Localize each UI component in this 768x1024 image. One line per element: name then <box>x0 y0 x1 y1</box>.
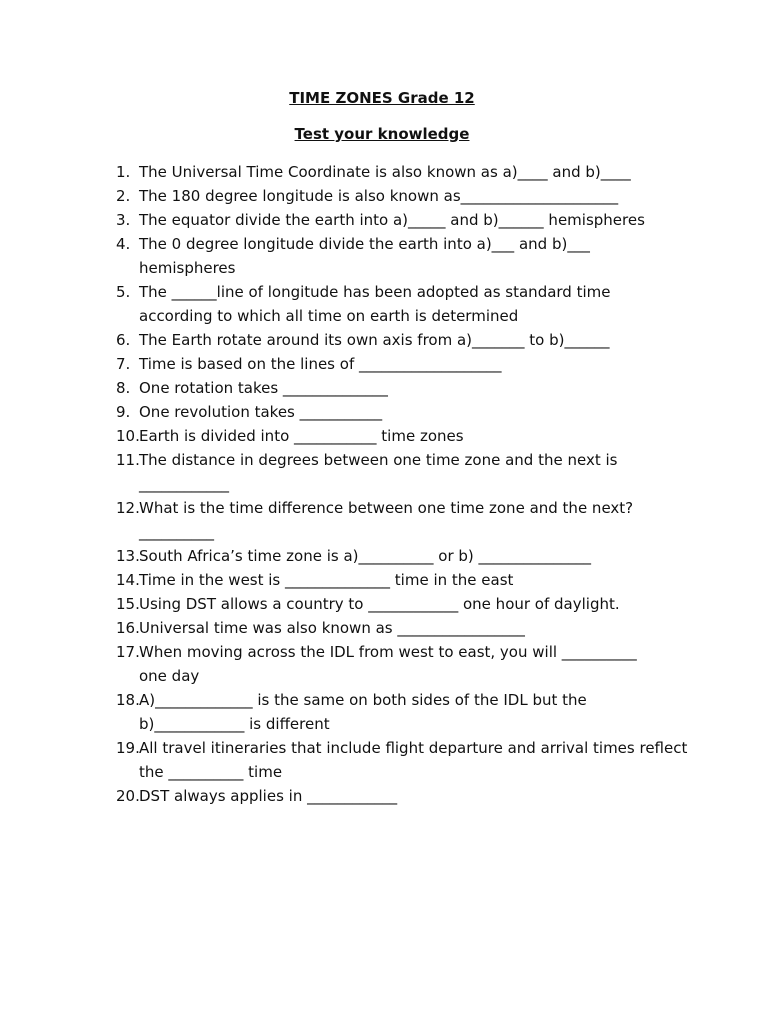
question-number: 20. <box>116 787 140 805</box>
question-text-line: The distance in degrees between one time zone and the next is <box>139 451 618 469</box>
question-number: 2. <box>116 187 131 205</box>
question-text-line: One rotation takes ______________ <box>139 379 388 397</box>
question-text-line: according to which all time on earth is determined <box>139 307 519 325</box>
question-number: 7. <box>116 355 131 373</box>
question-item <box>116 640 716 688</box>
question-number: 15. <box>116 595 140 613</box>
question-text-line: The equator divide the earth into a)_____ and b)______ hemispheres <box>139 211 645 229</box>
question-number: 10. <box>116 427 140 445</box>
question-text-line: Time is based on the lines of ___________________ <box>139 355 502 373</box>
question-number: 8. <box>116 379 131 397</box>
question-item <box>116 208 716 232</box>
question-text-line: Universal time was also known as _________________ <box>139 619 525 637</box>
question-item <box>116 736 716 784</box>
document-title: TIME ZONES Grade 12 <box>289 89 475 107</box>
question-text-line: The Universal Time Coordinate is also known as a)____ and b)____ <box>139 163 631 181</box>
question-item <box>116 448 716 496</box>
question-text-line: __________ <box>139 523 214 541</box>
question-item <box>116 160 716 184</box>
question-number: 13. <box>116 547 140 565</box>
question-item <box>116 496 716 544</box>
question-number: 17. <box>116 643 140 661</box>
question-number: 3. <box>116 211 131 229</box>
question-item <box>116 592 716 616</box>
question-text-line: One revolution takes ___________ <box>139 403 383 421</box>
question-text-line: one day <box>139 667 200 685</box>
question-number: 6. <box>116 331 131 349</box>
question-text-line: The 0 degree longitude divide the earth into a)___ and b)___ <box>139 235 590 253</box>
question-text-line: b)____________ is different <box>139 715 330 733</box>
question-text-line: All travel itineraries that include flight departure and arrival times reflect <box>139 739 688 757</box>
question-text-line: When moving across the IDL from west to east, you will __________ <box>139 643 637 661</box>
question-item <box>116 232 716 280</box>
question-number: 9. <box>116 403 131 421</box>
question-text-line: the __________ time <box>139 763 283 781</box>
question-item <box>116 352 716 376</box>
question-text-line: A)_____________ is the same on both sides of the IDL but the <box>139 691 587 709</box>
question-number: 18. <box>116 691 140 709</box>
question-item <box>116 184 716 208</box>
question-text-line: What is the time difference between one time zone and the next? <box>139 499 634 517</box>
question-text-line: The Earth rotate around its own axis from a)_______ to b)______ <box>139 331 610 349</box>
question-text-line: hemispheres <box>139 259 236 277</box>
question-number: 19. <box>116 739 140 757</box>
question-item <box>116 280 716 328</box>
question-item <box>116 616 716 640</box>
question-text-line: Time in the west is ______________ time in the east <box>139 571 514 589</box>
question-list <box>116 160 716 808</box>
document-subtitle: Test your knowledge <box>294 125 470 143</box>
question-item <box>116 688 716 736</box>
question-item <box>116 784 716 808</box>
question-text-line: The 180 degree longitude is also known as_____________________ <box>139 187 619 205</box>
question-item <box>116 376 716 400</box>
question-item <box>116 544 716 568</box>
question-text-line: ____________ <box>139 475 229 493</box>
question-text-line: South Africa’s time zone is a)__________ or b) _______________ <box>139 547 592 565</box>
question-text-line: Earth is divided into ___________ time zones <box>139 427 464 445</box>
question-item <box>116 424 716 448</box>
question-number: 14. <box>116 571 140 589</box>
question-text-line: The ______line of longitude has been adopted as standard time <box>139 283 611 301</box>
question-item <box>116 568 716 592</box>
question-item <box>116 328 716 352</box>
question-number: 1. <box>116 163 131 181</box>
question-item <box>116 400 716 424</box>
question-number: 5. <box>116 283 131 301</box>
question-number: 4. <box>116 235 131 253</box>
question-number: 11. <box>116 451 140 469</box>
question-number: 16. <box>116 619 140 637</box>
question-text-line: DST always applies in ____________ <box>139 787 398 805</box>
question-number: 12. <box>116 499 140 517</box>
question-text-line: Using DST allows a country to ____________ one hour of daylight. <box>139 595 620 613</box>
